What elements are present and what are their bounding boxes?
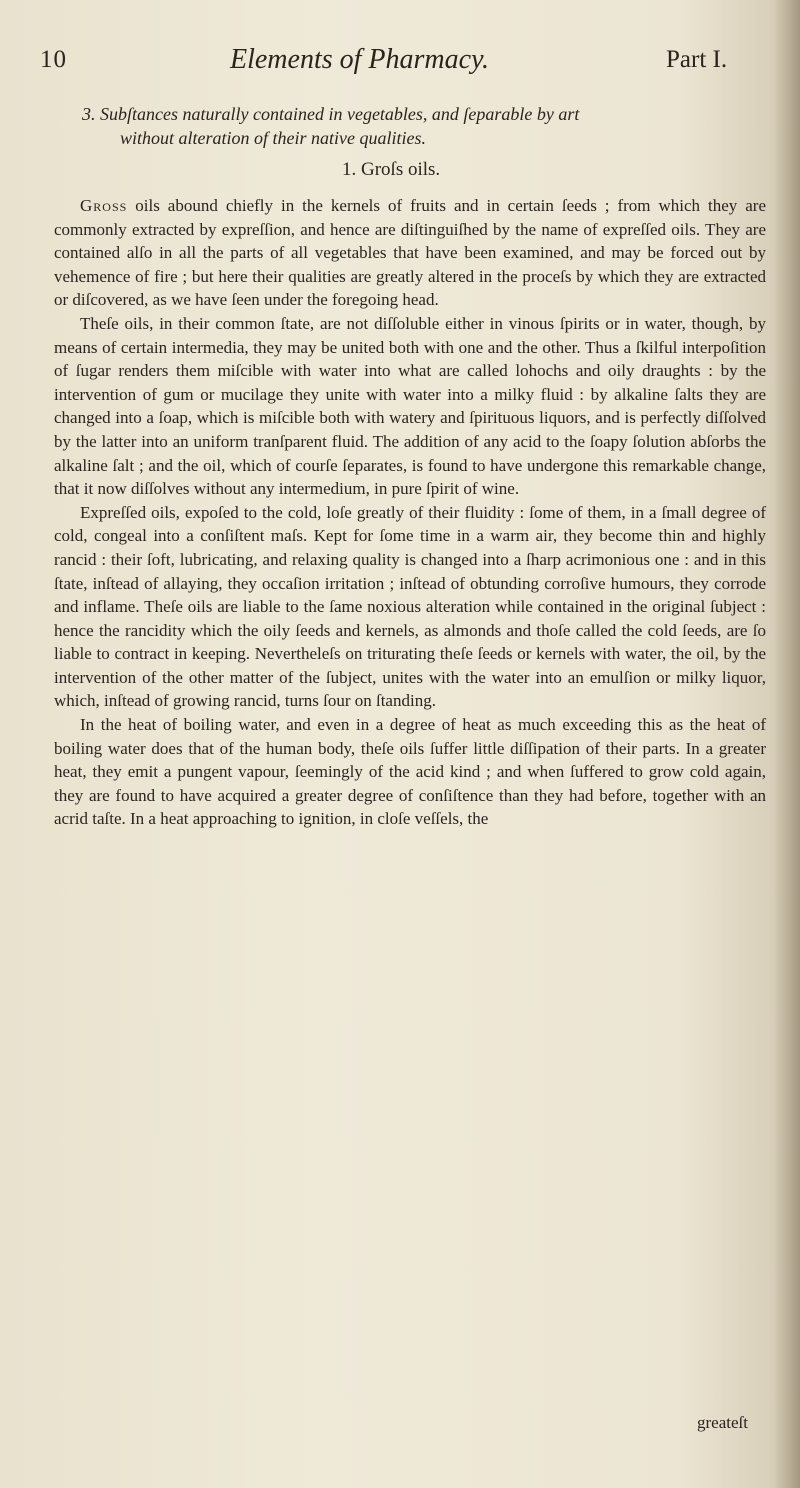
running-title: Elements of Pharmacy. — [230, 44, 489, 75]
paragraph-4: In the heat of boiling water, and even in a degree of heat as much exceeding this as the heat of boiling water does that of the human body, theſe oils ſuffer little diſſipation of their parts. In a greater heat, they emit a pungent vapour, ſeemingly of the acid kind ; and when ſuffered to grow cold again, they are found to have acquired a greater degree of conſiſtence than they had before, together with an acrid taſte. In a heat approaching to ignition, in cloſe veſſels, the — [54, 715, 766, 829]
paragraph-lead-word: Gross — [80, 196, 128, 215]
running-header — [40, 46, 752, 86]
paragraph-3: Expreſſed oils, expoſed to the cold, loſe greatly of their fluidity : ſome of them, in a ſmall degree of cold, congeal into a conſiſtent maſs. Kept for ſome time in a warm air, they become thin and highly rancid : their ſoft, lubricating, and relaxing quality is changed into a ſharp acrimonious one : and in this ſtate, inſtead of allaying, they occaſion irritation ; inſtead of obtunding corroſive humours, they corrode and inflame. Theſe oils are liable to the ſame noxious alteration while contained in the original ſubject : hence the rancidity which the oily ſeeds and kernels, as almonds and thoſe called the cold ſeeds, are ſo liable to contract in keeping. Neverthelеſs on triturating theſe ſeeds or kernels with water, the oil, by the intervention of the other matter of the ſubject, unites with the water into an emulſion or milky liquor, which, inſtead of growing rancid, turns ſour on ſtanding. — [54, 502, 766, 711]
paragraph-2: Theſe oils, in their common ſtate, are not diſſoluble either in vinous ſpirits or in water, though, by means of certain intermedia, they may be united both with one and the other. Thus a ſkilful interpoſition of ſugar renders them miſcible with water into what are called lohochs and oily draughts : by the intervention of gum or mucilage they unite with water into a milky fluid : by alkaline ſalts they are changed into a ſoap, which is miſcible both with watery and ſpirituous liquors, and is perfectly diſſolved by the latter into an uniform tranſparent fluid. The addition of any acid to the ſoapy ſolution abſorbs the alkaline ſalt ; and the oil, which of courſe ſeparates, is found to have undergone this remarkable change, that it now diſſolves without any intermedium, in pure ſpirit of wine. — [54, 313, 766, 499]
subheading: 1. Groſs oils. — [342, 159, 441, 180]
part-label: Part I. — [666, 46, 728, 73]
page-number: 10 — [40, 46, 67, 73]
paragraph-1 — [54, 194, 766, 312]
paragraph-1-text: oils abound chiefly in the kernels of fruits and in certain ſeeds ; from which they are commonly extracted by expreſſion, and hence are diſtinguiſhed by the name of expreſſed oils. They are contained alſo in all the parts of all vegetables that have been examined, and may be forced out by vehemence of fire ; but here their qualities are greatly altered in the proceſs by which they are extracted or diſcovered, as we have ſeen under the foregoing head. — [54, 196, 766, 310]
page-gutter-shadow — [774, 0, 800, 1488]
section-heading — [82, 102, 762, 150]
section-heading-line-2: without alteration of their native qualities. — [120, 128, 426, 148]
section-heading-line-1: 3. Subſtances naturally contained in vegetables, and ſeparable by art — [82, 104, 580, 124]
body-text — [54, 194, 766, 831]
catchword: greateſt — [697, 1413, 748, 1432]
